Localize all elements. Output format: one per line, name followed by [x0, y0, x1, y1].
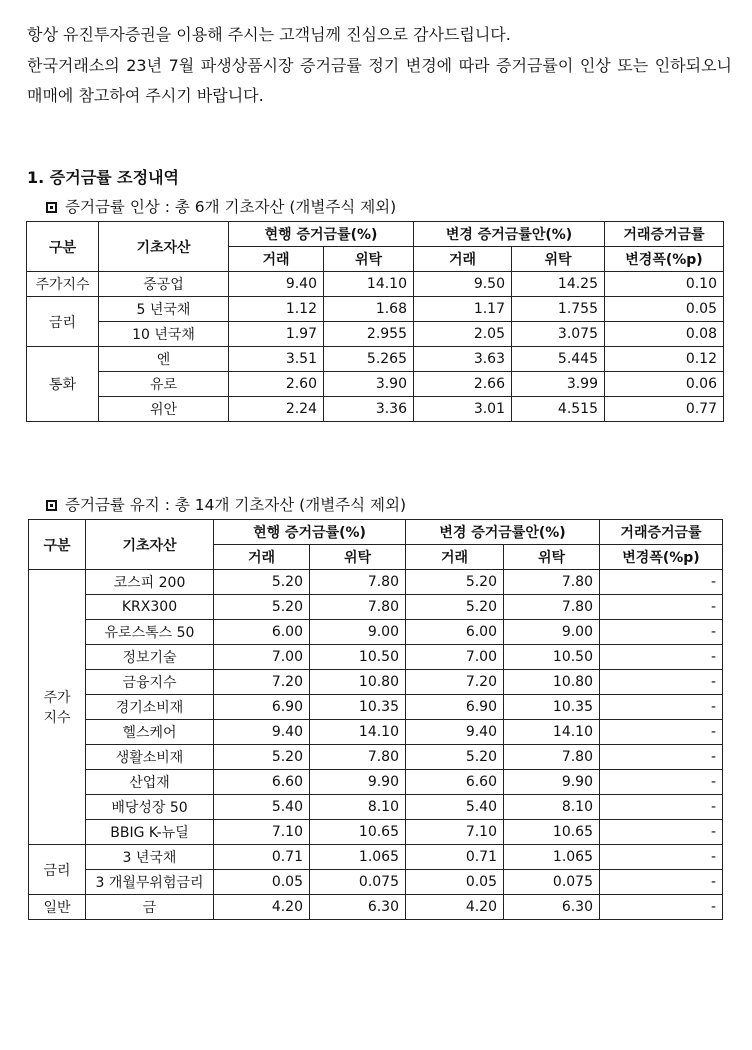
- proposed-consign-cell: 14.25: [512, 272, 605, 297]
- current-trade-cell: 2.60: [229, 372, 324, 397]
- table1-title: 증거금률 인상 : 총 6개 기초자산 (개별주식 제외): [65, 198, 397, 216]
- proposed-consign-cell: 1.065: [504, 845, 600, 870]
- current-consign-cell: 0.075: [310, 870, 406, 895]
- table-row: [27, 297, 724, 322]
- header-current-trade: 거래: [229, 247, 324, 272]
- change-cell: -: [600, 670, 723, 695]
- proposed-consign-cell: 5.445: [512, 347, 605, 372]
- asset-cell: 생활소비재: [86, 745, 214, 770]
- intro-text: [27, 20, 732, 112]
- current-trade-cell: 5.40: [214, 795, 310, 820]
- proposed-consign-cell: 7.80: [504, 745, 600, 770]
- current-consign-cell: 10.65: [310, 820, 406, 845]
- table-row: [27, 272, 724, 297]
- change-cell: 0.10: [605, 272, 724, 297]
- proposed-consign-cell: 0.075: [504, 870, 600, 895]
- proposed-trade-cell: 7.00: [406, 645, 504, 670]
- table2-caption: [46, 493, 406, 515]
- proposed-consign-cell: 8.10: [504, 795, 600, 820]
- current-consign-cell: 10.50: [310, 645, 406, 670]
- asset-cell: 금: [86, 895, 214, 920]
- category-cell: 일반: [29, 895, 86, 920]
- table-row: [29, 720, 723, 745]
- asset-cell: 배당성장 50: [86, 795, 214, 820]
- change-cell: -: [600, 745, 723, 770]
- header-proposed-consign: 위탁: [512, 247, 605, 272]
- proposed-trade-cell: 9.50: [414, 272, 512, 297]
- header-current: 현행 증거금률(%): [229, 222, 414, 247]
- increase-table: [26, 221, 724, 422]
- table2-title: 증거금률 유지 : 총 14개 기초자산 (개별주식 제외): [65, 496, 407, 514]
- current-trade-cell: 5.20: [214, 570, 310, 595]
- intro-line-2: 한국거래소의 23년 7월 파생상품시장 증거금률 정기 변경에 따라 증거금률이 인상 또는 인하되오니 매매에 참고하여 주시기 바랍니다.: [27, 55, 732, 105]
- proposed-consign-cell: 3.99: [512, 372, 605, 397]
- header-category: 구분: [29, 520, 86, 570]
- current-consign-cell: 9.90: [310, 770, 406, 795]
- current-trade-cell: 7.20: [214, 670, 310, 695]
- header-proposed: 변경 증거금률안(%): [406, 520, 600, 545]
- current-consign-cell: 2.955: [324, 322, 414, 347]
- proposed-trade-cell: 7.20: [406, 670, 504, 695]
- table-row: [29, 820, 723, 845]
- proposed-trade-cell: 7.10: [406, 820, 504, 845]
- current-consign-cell: 14.10: [310, 720, 406, 745]
- header-underlying: 기초자산: [99, 222, 229, 272]
- header-current: 현행 증거금률(%): [214, 520, 406, 545]
- current-trade-cell: 7.10: [214, 820, 310, 845]
- proposed-trade-cell: 0.05: [406, 870, 504, 895]
- current-trade-cell: 6.60: [214, 770, 310, 795]
- proposed-trade-cell: 0.71: [406, 845, 504, 870]
- proposed-trade-cell: 5.40: [406, 795, 504, 820]
- proposed-consign-cell: 14.10: [504, 720, 600, 745]
- table-row: [29, 595, 723, 620]
- header-proposed-consign: 위탁: [504, 545, 600, 570]
- change-cell: 0.06: [605, 372, 724, 397]
- current-trade-cell: 1.97: [229, 322, 324, 347]
- asset-cell: 유로: [99, 372, 229, 397]
- proposed-trade-cell: 6.90: [406, 695, 504, 720]
- proposed-consign-cell: 10.50: [504, 645, 600, 670]
- table-row: [29, 695, 723, 720]
- proposed-trade-cell: 3.01: [414, 397, 512, 422]
- current-trade-cell: 9.40: [214, 720, 310, 745]
- asset-cell: 중공업: [99, 272, 229, 297]
- change-cell: -: [600, 845, 723, 870]
- asset-cell: 정보기술: [86, 645, 214, 670]
- table-row: [29, 570, 723, 595]
- header-underlying: 기초자산: [86, 520, 214, 570]
- category-cell: 금리: [29, 845, 86, 895]
- change-cell: -: [600, 720, 723, 745]
- table-row: [29, 670, 723, 695]
- current-consign-cell: 7.80: [310, 595, 406, 620]
- table-row: [29, 745, 723, 770]
- table-row: [27, 347, 724, 372]
- asset-cell: 산업재: [86, 770, 214, 795]
- change-cell: -: [600, 695, 723, 720]
- proposed-trade-cell: 9.40: [406, 720, 504, 745]
- proposed-consign-cell: 9.90: [504, 770, 600, 795]
- current-consign-cell: 10.35: [310, 695, 406, 720]
- table-row: [29, 645, 723, 670]
- table-row: [27, 397, 724, 422]
- current-consign-cell: 5.265: [324, 347, 414, 372]
- change-cell: -: [600, 895, 723, 920]
- proposed-consign-cell: 6.30: [504, 895, 600, 920]
- header-proposed-trade: 거래: [414, 247, 512, 272]
- proposed-trade-cell: 2.05: [414, 322, 512, 347]
- current-trade-cell: 4.20: [214, 895, 310, 920]
- section-title: 1. 증거금률 조정내역: [27, 168, 179, 187]
- asset-cell: 헬스케어: [86, 720, 214, 745]
- square-bullet-icon: [46, 202, 57, 213]
- proposed-trade-cell: 5.20: [406, 595, 504, 620]
- asset-cell: 금융지수: [86, 670, 214, 695]
- change-cell: -: [600, 620, 723, 645]
- change-cell: -: [600, 820, 723, 845]
- proposed-trade-cell: 2.66: [414, 372, 512, 397]
- category-cell: 통화: [27, 347, 99, 422]
- table-row: [27, 322, 724, 347]
- current-consign-cell: 10.80: [310, 670, 406, 695]
- table-row: [29, 795, 723, 820]
- table-row: [29, 895, 723, 920]
- proposed-trade-cell: 1.17: [414, 297, 512, 322]
- table-row: [29, 620, 723, 645]
- proposed-trade-cell: 4.20: [406, 895, 504, 920]
- change-cell: 0.08: [605, 322, 724, 347]
- header-current-consign: 위탁: [310, 545, 406, 570]
- proposed-trade-cell: 5.20: [406, 570, 504, 595]
- change-cell: 0.05: [605, 297, 724, 322]
- change-cell: -: [600, 645, 723, 670]
- asset-cell: 5 년국채: [99, 297, 229, 322]
- square-bullet-icon: [46, 500, 57, 511]
- asset-cell: 3 개월무위험금리: [86, 870, 214, 895]
- asset-cell: 위안: [99, 397, 229, 422]
- category-cell: 금리: [27, 297, 99, 347]
- header-current-trade: 거래: [214, 545, 310, 570]
- current-consign-cell: 9.00: [310, 620, 406, 645]
- proposed-trade-cell: 3.63: [414, 347, 512, 372]
- table-row: [29, 770, 723, 795]
- current-trade-cell: 0.71: [214, 845, 310, 870]
- asset-cell: 3 년국채: [86, 845, 214, 870]
- change-cell: -: [600, 595, 723, 620]
- proposed-consign-cell: 7.80: [504, 570, 600, 595]
- current-consign-cell: 3.36: [324, 397, 414, 422]
- current-trade-cell: 6.00: [214, 620, 310, 645]
- current-consign-cell: 7.80: [310, 745, 406, 770]
- header-change-line1: 거래증거금률: [605, 222, 724, 247]
- change-cell: -: [600, 795, 723, 820]
- proposed-consign-cell: 10.35: [504, 695, 600, 720]
- asset-cell: 엔: [99, 347, 229, 372]
- current-consign-cell: 14.10: [324, 272, 414, 297]
- header-change-line2: 변경폭(%p): [605, 247, 724, 272]
- asset-cell: BBIG K-뉴딜: [86, 820, 214, 845]
- current-consign-cell: 8.10: [310, 795, 406, 820]
- header-proposed: 변경 증거금률안(%): [414, 222, 605, 247]
- proposed-consign-cell: 7.80: [504, 595, 600, 620]
- category-cell: 주가지수: [27, 272, 99, 297]
- header-proposed-trade: 거래: [406, 545, 504, 570]
- maintain-table: [28, 519, 723, 920]
- table-row: [27, 372, 724, 397]
- current-trade-cell: 7.00: [214, 645, 310, 670]
- header-change-line1: 거래증거금률: [600, 520, 723, 545]
- current-consign-cell: 1.065: [310, 845, 406, 870]
- change-cell: 0.77: [605, 397, 724, 422]
- table1-caption: [46, 195, 396, 217]
- table-row: [29, 870, 723, 895]
- current-trade-cell: 5.20: [214, 745, 310, 770]
- proposed-consign-cell: 3.075: [512, 322, 605, 347]
- change-cell: -: [600, 770, 723, 795]
- header-change-line2: 변경폭(%p): [600, 545, 723, 570]
- current-trade-cell: 9.40: [229, 272, 324, 297]
- current-trade-cell: 0.05: [214, 870, 310, 895]
- current-consign-cell: 6.30: [310, 895, 406, 920]
- change-cell: 0.12: [605, 347, 724, 372]
- proposed-trade-cell: 5.20: [406, 745, 504, 770]
- current-trade-cell: 5.20: [214, 595, 310, 620]
- proposed-consign-cell: 9.00: [504, 620, 600, 645]
- proposed-trade-cell: 6.60: [406, 770, 504, 795]
- current-consign-cell: 3.90: [324, 372, 414, 397]
- proposed-consign-cell: 4.515: [512, 397, 605, 422]
- table-row: [29, 845, 723, 870]
- current-consign-cell: 7.80: [310, 570, 406, 595]
- asset-cell: KRX300: [86, 595, 214, 620]
- asset-cell: 경기소비재: [86, 695, 214, 720]
- asset-cell: 코스피 200: [86, 570, 214, 595]
- asset-cell: 10 년국채: [99, 322, 229, 347]
- current-trade-cell: 1.12: [229, 297, 324, 322]
- change-cell: -: [600, 570, 723, 595]
- proposed-trade-cell: 6.00: [406, 620, 504, 645]
- category-cell: 주가 지수: [29, 570, 86, 845]
- proposed-consign-cell: 10.65: [504, 820, 600, 845]
- change-cell: -: [600, 870, 723, 895]
- proposed-consign-cell: 1.755: [512, 297, 605, 322]
- intro-line-1: 항상 유진투자증권을 이용해 주시는 고객님께 진심으로 감사드립니다.: [27, 25, 511, 44]
- header-category: 구분: [27, 222, 99, 272]
- header-current-consign: 위탁: [324, 247, 414, 272]
- current-trade-cell: 2.24: [229, 397, 324, 422]
- proposed-consign-cell: 10.80: [504, 670, 600, 695]
- current-consign-cell: 1.68: [324, 297, 414, 322]
- asset-cell: 유로스톡스 50: [86, 620, 214, 645]
- current-trade-cell: 6.90: [214, 695, 310, 720]
- current-trade-cell: 3.51: [229, 347, 324, 372]
